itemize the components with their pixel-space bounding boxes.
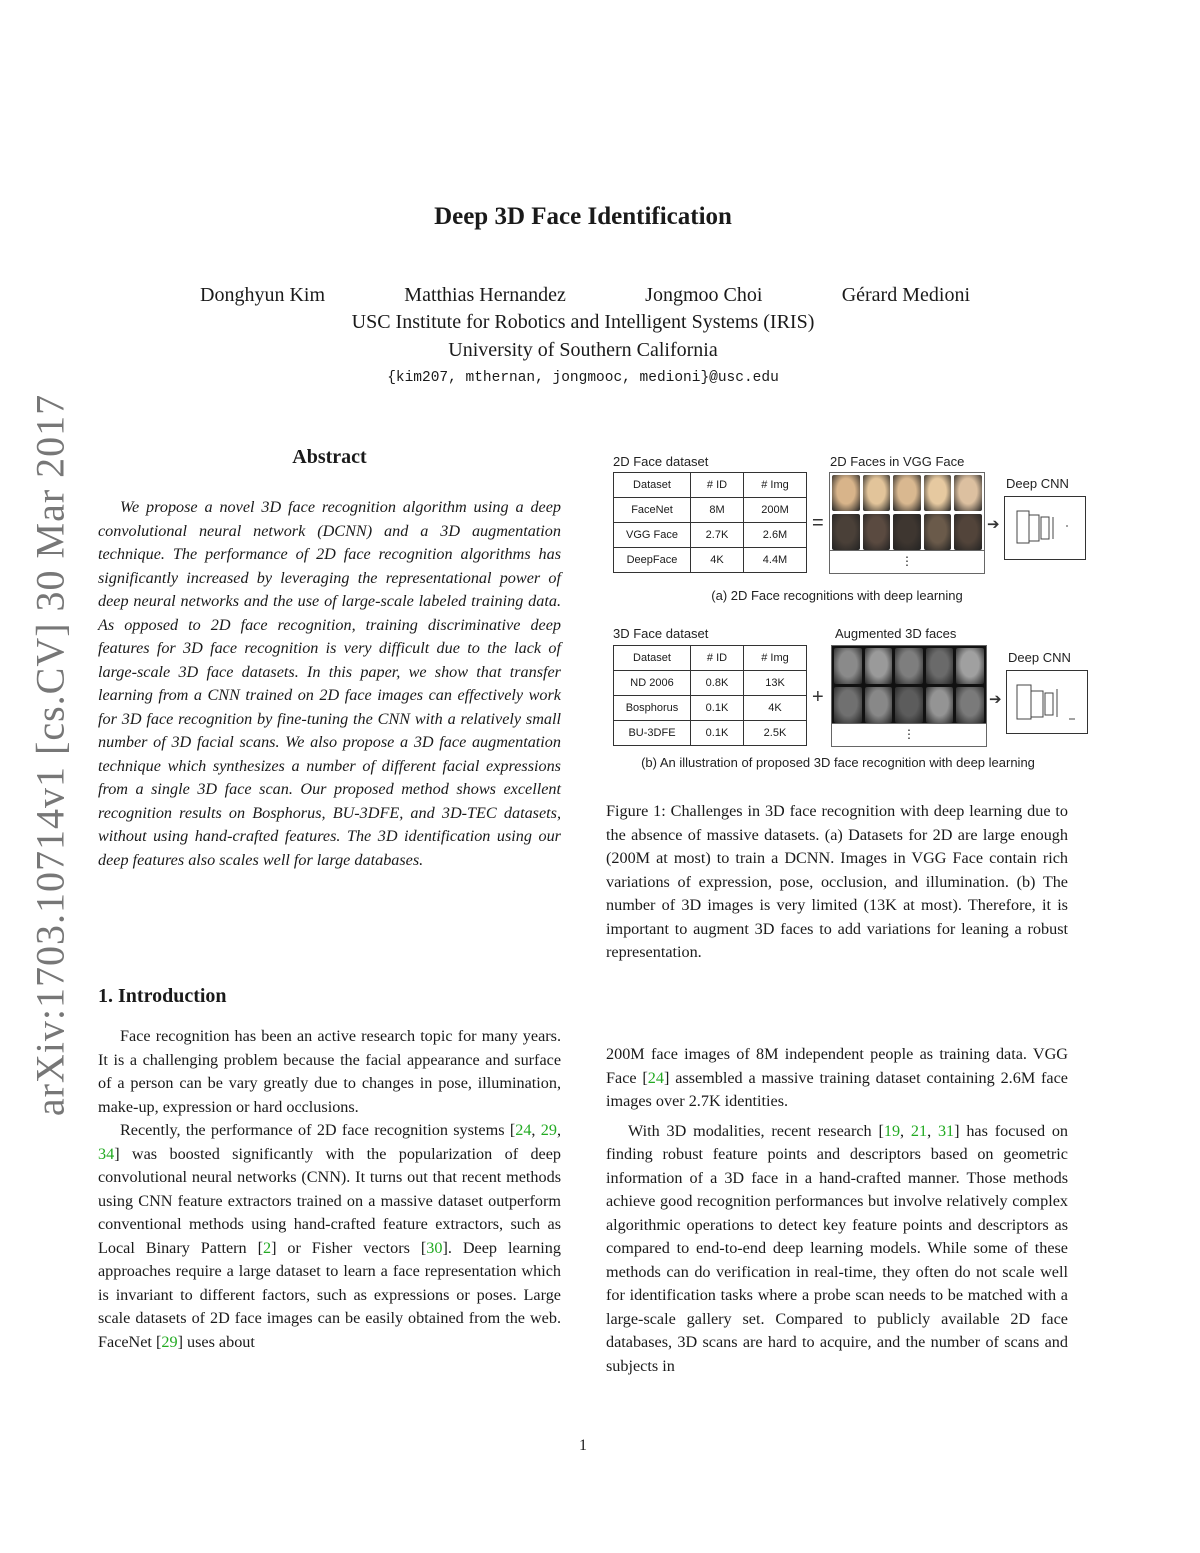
- face-depth-thumbnail: [865, 648, 893, 684]
- abstract-paragraph: We propose a novel 3D face recognition algorithm using a deep convolutional neural network (DCNN) and a 3D augmentation technique. The performance of 2D face recognition algorithms has significantly increased by leveraging the representational power of deep neural networks and the use of large-scale labeled training data. As opposed to 2D face recognition, training discriminative deep features for 3D face recognition is very difficult due to the lack of large-scale 3D face datasets. In this paper, we show that transfer learning from a CNN trained on 2D face images can effectively work for 3D face recognition by fine-tuning the CNN with a relatively small number of 3D facial scans. We also propose a 3D face augmentation technique which synthesizes a number of different facial expressions from a single 3D face scan. Our proposed method shows excellent recognition results on Bosphorus, BU-3DFE, and 3D-TEC datasets, without using hand-crafted features. The 3D identification using our deep features also scales well for large databases.: [98, 498, 561, 869]
- caption-b: (b) An illustration of proposed 3D face recognition with deep learning: [641, 755, 1035, 770]
- intro-paragraph-2: Recently, the performance of 2D face recognition systems [24, 29, 34] was boosted significantly with the popularization of deep convolutional neural networks (CNN). It turns out that recent methods using CNN feature extractors trained on a massive dataset outperform conventional methods using hand-crafted feature extractors, such as Local Binary Pattern [2] or Fisher vectors [30]. Deep learning approaches require a large dataset to learn a face representation which is invariant to different factors, such as expressions or poses. Large scale datasets of 2D face images can be easily obtained from the web. FaceNet [29] uses about: [98, 1121, 562, 1351]
- citation-link[interactable]: 24: [515, 1121, 532, 1139]
- table-cell: DeepFace: [614, 548, 691, 573]
- plus-symbol: +: [812, 686, 824, 708]
- table-header-cell: # Img: [744, 473, 807, 498]
- table-cell: 8M: [691, 498, 744, 523]
- author-emails[interactable]: {kim207, mthernan, jongmooc, medioni}@usc.edu: [387, 370, 779, 386]
- deep-cnn-diagram: [1006, 670, 1088, 734]
- table-cell: 0.1K: [691, 721, 744, 746]
- figure-caption-text: Figure 1: Challenges in 3D face recognition with deep learning due to the absence of massive datasets. (a) Datasets for 2D are large enough (200M at most) to train a DCNN. Images in VGG Face contain rich variations of expression, pose, occlusion, and illumination. (b) The number of 3D images is very limited (13K at most). Therefore, it is important to augment 3D faces to add variations for leaning a robust representation.: [606, 802, 1068, 961]
- table-cell: 2.6M: [744, 523, 807, 548]
- arrow-icon: ➔: [987, 516, 1000, 533]
- table-header-cell: Dataset: [614, 473, 691, 498]
- citation-link[interactable]: 34: [98, 1144, 115, 1163]
- face-depth-thumbnail: [926, 687, 954, 723]
- table-cell: Bosphorus: [614, 696, 691, 721]
- introduction-body: [98, 1025, 561, 1354]
- table-row: [614, 548, 807, 573]
- section-heading-introduction: 1. Introduction: [98, 985, 227, 1007]
- face-depth-thumbnail: [895, 648, 923, 684]
- face-photo-thumbnail: [863, 475, 891, 511]
- arrow-icon: ➔: [989, 691, 1002, 708]
- cnn-layers-icon: [1007, 671, 1087, 733]
- author-name: Jongmoo Choi: [645, 284, 763, 306]
- table-header-row: [614, 473, 807, 498]
- table-cell: 4K: [744, 696, 807, 721]
- face-depth-thumbnail: [956, 648, 984, 684]
- table-cell: ND 2006: [614, 671, 691, 696]
- right-paragraph-2: With 3D modalities, recent research [19, 21, 31] has focused on finding robust feature points and descriptors based on geometric information of a 3D face in a hand-crafted manner. Those methods achieve good recognition performances but involve relatively complex algorithmic operations to detect key feature points and descriptors as compared to end-to-end deep learning models. While some of these methods can do verification in real-time, they often do not scale well for identification tasks where a probe scan needs to be matched with a large-scale gallery set. Compared to publicly available 2D face databases, 3D scans are hard to acquire, and the number of scans and subjects in: [606, 1121, 1069, 1375]
- table-2d-datasets: [613, 472, 807, 573]
- face-depth-thumbnail: [834, 687, 862, 723]
- face-photo-thumbnail: [832, 475, 860, 511]
- label-2d-faces: 2D Faces in VGG Face: [830, 454, 965, 469]
- face-depth-thumbnail: [834, 648, 862, 684]
- table-cell: 4.4M: [744, 548, 807, 573]
- label-3d-faces: Augmented 3D faces: [835, 626, 957, 641]
- citation-link[interactable]: 21: [910, 1121, 928, 1140]
- author-list: [200, 284, 970, 307]
- citation-link[interactable]: 29: [540, 1121, 557, 1139]
- citation-link[interactable]: 31: [937, 1121, 955, 1140]
- face-photo-thumbnail: [924, 514, 952, 550]
- table-row: [614, 523, 807, 548]
- author-name: Gérard Medioni: [841, 284, 970, 306]
- table-row: [614, 721, 807, 746]
- face-depth-thumbnail: [956, 687, 984, 723]
- table-row: [614, 696, 807, 721]
- author-name: Donghyun Kim: [200, 284, 325, 306]
- deep-cnn-label: Deep CNN: [1006, 476, 1069, 491]
- face-depth-thumbnail: [865, 687, 893, 723]
- citation-link[interactable]: 19: [883, 1121, 901, 1140]
- face-photo-thumbnail: [863, 514, 891, 550]
- table-cell: 4K: [691, 548, 744, 573]
- deep-cnn-diagram: [1004, 496, 1086, 560]
- label-2d-dataset: 2D Face dataset: [613, 454, 709, 469]
- table-cell: 0.1K: [691, 696, 744, 721]
- paper-title: Deep 3D Face Identification: [434, 203, 732, 230]
- table-3d-datasets: [613, 645, 807, 746]
- caption-a: (a) 2D Face recognitions with deep learning: [711, 588, 963, 603]
- more-faces-ellipsis: ⋮: [831, 723, 987, 747]
- face-photo-thumbnail: [893, 475, 921, 511]
- face-depth-thumbnail: [895, 687, 923, 723]
- table-cell: BU-3DFE: [614, 721, 691, 746]
- arxiv-stamp-text: arXiv:1703.10714v1 [cs.CV] 30 Mar 2017: [27, 393, 73, 1117]
- equals-symbol: =: [812, 512, 824, 534]
- table-cell: 2.5K: [744, 721, 807, 746]
- right-paragraph-1: 200M face images of 8M independent people as training data. VGG Face [24] assembled a massive training dataset containing 2.6M face images over 2.7K identities.: [606, 1045, 1068, 1110]
- table-header-row: [614, 646, 807, 671]
- table-header-cell: # ID: [691, 646, 744, 671]
- abstract-text: [98, 496, 561, 872]
- table-header-cell: # Img: [744, 646, 807, 671]
- table-cell: 2.7K: [691, 523, 744, 548]
- citation-link[interactable]: 24: [647, 1068, 664, 1087]
- table-cell: VGG Face: [614, 523, 691, 548]
- citation-link[interactable]: 30: [426, 1238, 443, 1257]
- face-depth-thumbnail: [926, 648, 954, 684]
- more-faces-ellipsis: ⋮: [829, 550, 985, 574]
- face-photo-thumbnail: [954, 514, 982, 550]
- augmented-3d-face-grid: [831, 645, 987, 726]
- table-cell: 13K: [744, 671, 807, 696]
- table-header-cell: Dataset: [614, 646, 691, 671]
- cnn-layers-icon: [1005, 497, 1085, 559]
- face-photo-thumbnail: [893, 514, 921, 550]
- table-header-cell: # ID: [691, 473, 744, 498]
- face-photo-thumbnail: [954, 475, 982, 511]
- university: University of Southern California: [448, 339, 718, 361]
- page-number: 1: [579, 1437, 587, 1454]
- table-cell: 0.8K: [691, 671, 744, 696]
- right-column-body: [606, 1043, 1068, 1378]
- label-3d-dataset: 3D Face dataset: [613, 626, 709, 641]
- table-cell: 200M: [744, 498, 807, 523]
- face-photo-thumbnail: [924, 475, 952, 511]
- table-row: [614, 671, 807, 696]
- author-name: Matthias Hernandez: [404, 284, 566, 306]
- face-photo-thumbnail: [832, 514, 860, 550]
- figure-1-caption: [606, 800, 1068, 965]
- citation-link[interactable]: 29: [161, 1332, 178, 1351]
- vgg-face-image-grid: [829, 472, 985, 553]
- deep-cnn-label: Deep CNN: [1008, 650, 1071, 665]
- table-cell: FaceNet: [614, 498, 691, 523]
- abstract-heading: Abstract: [292, 446, 367, 468]
- citation-link[interactable]: 2: [262, 1238, 272, 1257]
- affiliation: USC Institute for Robotics and Intelligent Systems (IRIS): [351, 311, 815, 333]
- table-row: [614, 498, 807, 523]
- intro-paragraph-1: Face recognition has been an active research topic for many years. It is a challenging problem because the facial appearance and surface of a person can be vary greatly due to changes in pose, illumination, make-up, expression or hard occlusions.: [98, 1027, 561, 1116]
